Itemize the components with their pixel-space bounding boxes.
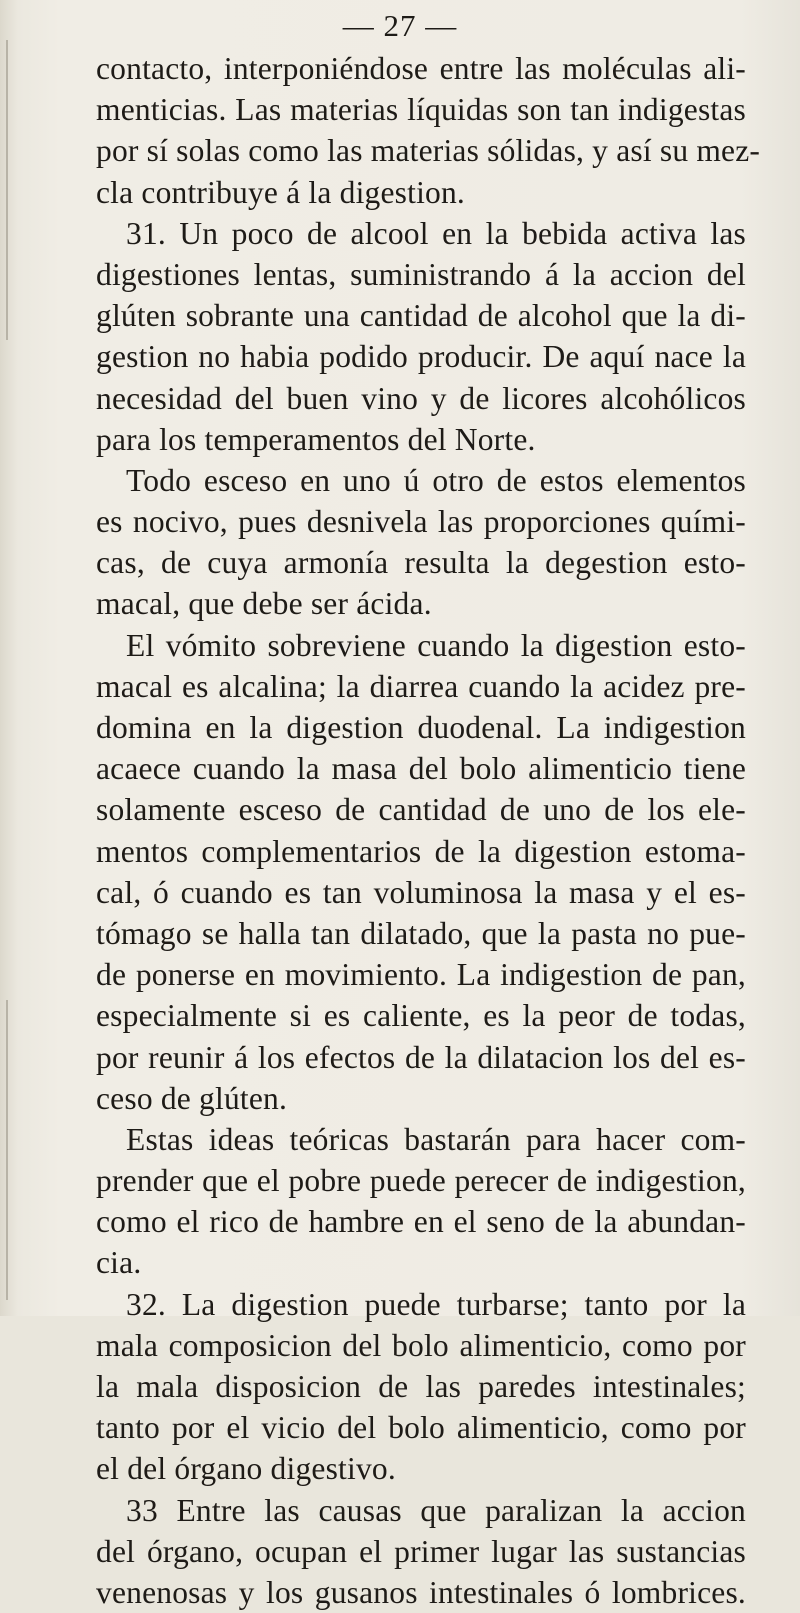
text-line: por reunir á los efectos de la dilatacion los del es- — [96, 1039, 746, 1075]
text-line: es nocivo, pues desnivela las proporciones quími- — [96, 504, 746, 540]
page-edge-shadow — [6, 40, 8, 340]
text-line: contacto, interponiéndose entre las moléculas ali- — [96, 51, 746, 86]
text-line: prender que el pobre puede perecer de indigestion, — [96, 1163, 746, 1199]
text-line: cla contribuye á la digestion. — [96, 174, 466, 210]
text-line: acaece cuando la masa del bolo alimenticio tiene — [96, 751, 746, 787]
text-line: solamente esceso de cantidad de uno de los ele- — [96, 792, 746, 828]
page-number: — 27 — — [342, 8, 458, 43]
page-edge-shadow — [6, 1000, 8, 1300]
text-line: mentos complementarios de la digestion estoma- — [96, 833, 746, 869]
text-line: mala composicion del bolo alimenticio, como por — [96, 1327, 746, 1363]
text-line: menticias. Las materias líquidas son tan indigestas — [96, 92, 746, 128]
text-line: Estas ideas teóricas bastarán para hacer com- — [126, 1121, 746, 1157]
text-line: tómago se halla tan dilatado, que la pasta no pue- — [96, 915, 746, 951]
text-line: cas, de cuya armonía resulta la degestion esto- — [96, 545, 746, 581]
text-line: de ponerse en movimiento. La indigestion de pan, — [96, 957, 746, 993]
text-line: 32. La digestion puede turbarse; tanto por la — [126, 1286, 746, 1322]
text-line: digestiones lentas, suministrando á la accion del — [96, 256, 746, 292]
text-line: 31. Un poco de alcool en la bebida activa las — [126, 215, 746, 251]
text-line: para los temperamentos del Norte. — [96, 421, 536, 457]
text-line: la mala disposicion de las paredes intestinales; — [96, 1369, 746, 1404]
text-line: Todo esceso en uno ú otro de estos elementos — [126, 462, 746, 498]
text-line: del órgano, ocupan el primer lugar las sustancias — [96, 1533, 746, 1569]
body-text — [96, 48, 761, 1613]
text-line: el del órgano digestivo. — [96, 1451, 396, 1487]
text-line: El vómito sobreviene cuando la digestion esto- — [126, 627, 746, 663]
text-line: domina en la digestion duodenal. La indigestion — [96, 710, 746, 745]
text-line: ceso de glúten. — [96, 1080, 288, 1116]
text-line: cal, ó cuando es tan voluminosa la masa y el es- — [96, 874, 746, 910]
text-line: 33 Entre las causas que paralizan la accion — [126, 1492, 746, 1528]
text-line: por sí solas como las materias sólidas, y así su mez- — [96, 133, 761, 169]
text-line: especialmente si es caliente, es la peor de todas, — [96, 998, 746, 1034]
text-line: cia. — [96, 1245, 142, 1281]
text-line: gestion no habia podido producir. De aquí nace la — [96, 339, 746, 375]
text-line: como el rico de hambre en el seno de la abundan- — [96, 1204, 746, 1240]
text-line: glúten sobrante una cantidad de alcohol que la di- — [96, 298, 746, 334]
text-line: necesidad del buen vino y de licores alcohólicos — [96, 380, 746, 416]
text-line: macal es alcalina; la diarrea cuando la acidez pre- — [96, 668, 746, 704]
text-line: macal, que debe ser ácida. — [96, 586, 432, 622]
text-line: venenosas y los gusanos intestinales ó lombrices. — [96, 1574, 746, 1610]
text-line: tanto por el vicio del bolo alimenticio, como por — [96, 1410, 746, 1446]
